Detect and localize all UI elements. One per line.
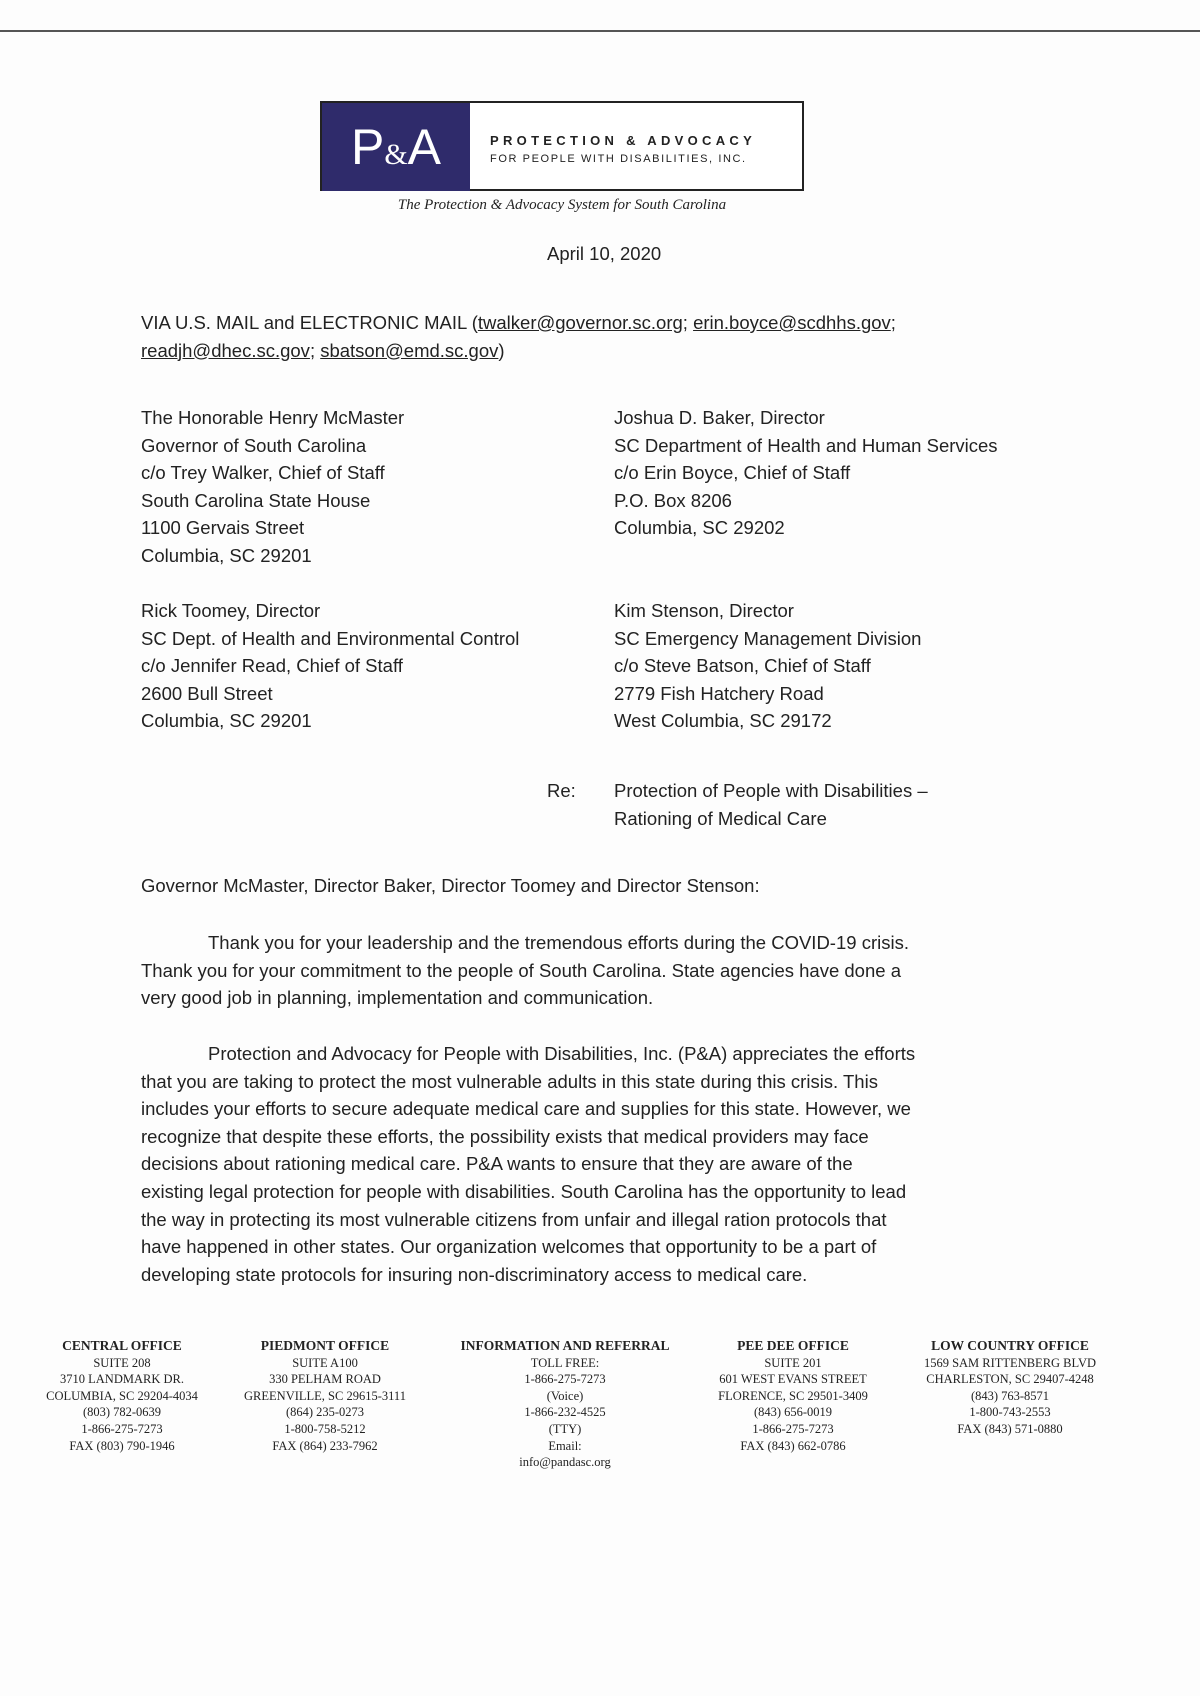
- footer-piedmont-office: PIEDMONT OFFICE SUITE A100 330 PELHAM ROAD GREENVILLE, SC 29615-3111 (864) 235-0273 1-800-758-5212 FAX (864) 233-7962: [244, 1338, 406, 1453]
- re-label: Re:: [547, 780, 576, 801]
- address-block-scdhhs: Joshua D. Baker, Director SC Department of Health and Human Services c/o Erin Boyce, Chief of Staff P.O. Box 8206 Columbia, SC 29202: [614, 407, 998, 539]
- logo-title: PROTECTION & ADVOCACY: [490, 133, 757, 148]
- footer-low-country-office: LOW COUNTRY OFFICE 1569 SAM RITTENBERG BLVD CHARLESTON, SC 29407-4248 (843) 763-8571 1-800-743-2553 FAX (843) 571-0880: [923, 1338, 1097, 1436]
- pa-logo: [320, 101, 804, 191]
- re-subject: Protection of People with Disabilities – Rationing of Medical Care: [614, 780, 928, 829]
- footer-pee-dee-office: PEE DEE OFFICE SUITE 201 601 WEST EVANS STREET FLORENCE, SC 29501-3409 (843) 656-0019 1-866-275-7273 FAX (843) 662-0786: [718, 1338, 868, 1453]
- footer-central-office: CENTRAL OFFICE SUITE 208 3710 LANDMARK DR. COLUMBIA, SC 29204-4034 (803) 782-0639 1-866-275-7273 FAX (803) 790-1946: [46, 1338, 198, 1453]
- footer-email[interactable]: info@pandasc.org: [519, 1455, 611, 1470]
- email-link[interactable]: readjh@dhec.sc.gov: [141, 339, 310, 361]
- page-top-rule: [0, 30, 1200, 32]
- footer-information-referral: INFORMATION AND REFERRAL TOLL FREE: 1-866-275-7273 (Voice) 1-866-232-4525 (TTY) Email: info@pandasc.org: [445, 1338, 685, 1471]
- letter-date: April 10, 2020: [547, 243, 662, 264]
- logo-mark: P&A: [322, 103, 470, 191]
- address-block-dhec: Rick Toomey, Director SC Dept. of Health and Environmental Control c/o Jennifer Read, Chief of Staff 2600 Bull Street Columbia, SC 29201: [141, 600, 520, 732]
- tagline: The Protection & Advocacy System for South Carolina: [397, 197, 727, 213]
- salutation: Governor McMaster, Director Baker, Director Toomey and Director Stenson:: [141, 875, 760, 896]
- email-link[interactable]: erin.boyce@scdhhs.gov: [693, 312, 891, 333]
- paragraph-1: Thank you for your leadership and the tremendous efforts during the COVID-19 crisis. Thank you for your commitment to the people of South Carolina. State agencies have done a very good job in planning, implementation and communication.: [141, 932, 909, 1009]
- address-block-emd: Kim Stenson, Director SC Emergency Management Division c/o Steve Batson, Chief of Staff 2779 Fish Hatchery Road West Columbia, SC 29172: [614, 600, 922, 732]
- address-block-governor: The Honorable Henry McMaster Governor of South Carolina c/o Trey Walker, Chief of Staff South Carolina State House 1100 Gervais Street Columbia, SC 29201: [141, 407, 405, 566]
- delivery-line: VIA U.S. MAIL and ELECTRONIC MAIL (twalker@governor.sc.org; erin.boyce@scdhhs.gov; readjh@dhec.sc.gov; sbatson@emd.sc.gov): [141, 312, 896, 361]
- paragraph-2: Protection and Advocacy for People with Disabilities, Inc. (P&A) appreciates the efforts that you are taking to protect the most vulnerable adults in this state during this crisis. This includes your efforts to secure adequate medical care and supplies for this state. However, we recognize that despite these efforts, the possibility exists that medical providers may face decisions about rationing medical care. P&A wants to ensure that they are aware of the existing legal protection for people with disabilities. South Carolina has the opportunity to lead the way in protecting its most vulnerable citizens from unfair and illegal ration protocols that have happened in other states. Our organization welcomes that opportunity to be a part of developing state protocols for insuring non-discriminatory access to medical care.: [141, 1043, 916, 1285]
- email-link[interactable]: twalker@governor.sc.org: [477, 312, 683, 333]
- logo-subtitle: FOR PEOPLE WITH DISABILITIES, INC.: [490, 153, 747, 165]
- email-link[interactable]: sbatson@emd.sc.gov: [320, 339, 499, 361]
